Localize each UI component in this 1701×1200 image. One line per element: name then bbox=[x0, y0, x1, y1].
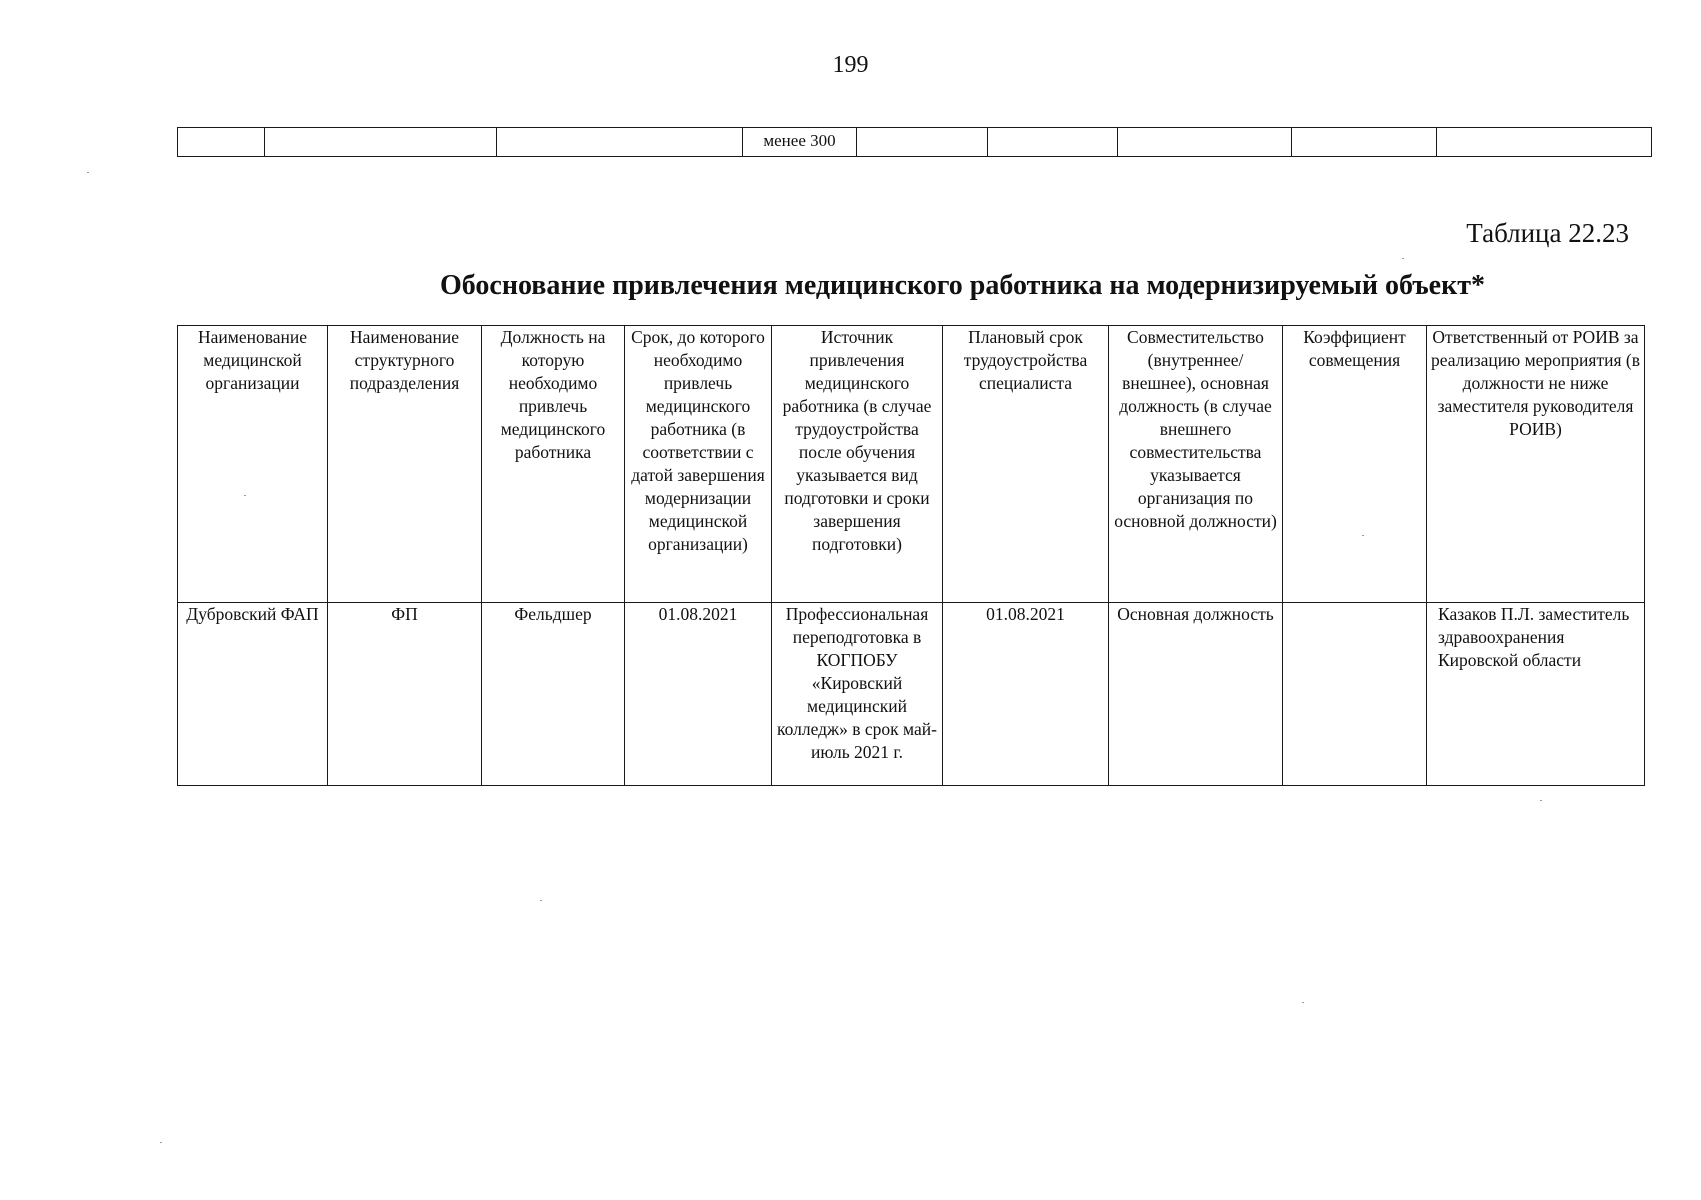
continuation-cell bbox=[1437, 128, 1652, 157]
table-title: Обоснование привлечения медицинского работника на модернизируемый объект* bbox=[440, 270, 1485, 301]
continuation-cell bbox=[265, 128, 497, 157]
cell-position: Фельдшер bbox=[482, 603, 625, 786]
cell-combination: Основная должность bbox=[1109, 603, 1283, 786]
continuation-cell bbox=[988, 128, 1118, 157]
header-responsible: Ответственный от РОИВ за реализацию мероприятия (в должности не ниже заместителя руководителя РОИВ) bbox=[1427, 326, 1645, 603]
header-subdivision: Наименование структурного подразделения bbox=[328, 326, 482, 603]
cell-subdivision: ФП bbox=[328, 603, 482, 786]
cell-organization: Дубровский ФАП bbox=[178, 603, 328, 786]
cell-source: Профессиональная переподготовка в КОГПОБУ «Кировский медицинский колледж» в срок май-июль 2021 г. bbox=[772, 603, 943, 786]
header-planned-date: Плановый срок трудоустройства специалиста bbox=[943, 326, 1109, 603]
table-row bbox=[178, 603, 1645, 786]
header-combination: Совместительство (внутреннее/внешнее), основная должность (в случае внешнего совместительства указывается организация по основной должности) bbox=[1109, 326, 1283, 603]
scan-speck bbox=[1540, 800, 1542, 801]
header-position: Должность на которую необходимо привлечь медицинского работника bbox=[482, 326, 625, 603]
cell-deadline: 01.08.2021 bbox=[625, 603, 772, 786]
page-number: 199 bbox=[832, 52, 869, 78]
continuation-cell bbox=[1118, 128, 1292, 157]
scan-speck bbox=[1402, 258, 1404, 259]
header-row bbox=[178, 326, 1645, 603]
continuation-cell bbox=[857, 128, 988, 157]
continuation-cell: менее 300 bbox=[743, 128, 857, 157]
header-organization: Наименование медицинской организации bbox=[178, 326, 328, 603]
scan-speck bbox=[1302, 1002, 1304, 1003]
continuation-table bbox=[177, 127, 1652, 157]
header-deadline: Срок, до которого необходимо привлечь медицинского работника (в соответствии с датой завершения модернизации медицинской организации) bbox=[625, 326, 772, 603]
header-coefficient: Коэффициент совмещения bbox=[1283, 326, 1427, 603]
continuation-row bbox=[178, 128, 1652, 157]
scan-speck bbox=[87, 172, 89, 173]
scan-speck bbox=[160, 1142, 162, 1143]
justification-table bbox=[177, 325, 1645, 786]
cell-planned-date: 01.08.2021 bbox=[943, 603, 1109, 786]
continuation-cell bbox=[178, 128, 265, 157]
scan-speck bbox=[540, 900, 542, 901]
continuation-cell bbox=[497, 128, 743, 157]
scan-speck bbox=[244, 495, 246, 496]
cell-responsible: Казаков П.Л. заместитель здравоохранения Кировской области bbox=[1427, 603, 1645, 786]
cell-coefficient bbox=[1283, 603, 1427, 786]
continuation-cell bbox=[1292, 128, 1437, 157]
header-source: Источник привлечения медицинского работника (в случае трудоустройства после обучения указывается вид подготовки и сроки завершения подготовки) bbox=[772, 326, 943, 603]
scan-speck bbox=[1362, 535, 1364, 536]
table-label: Таблица 22.23 bbox=[1466, 218, 1629, 248]
